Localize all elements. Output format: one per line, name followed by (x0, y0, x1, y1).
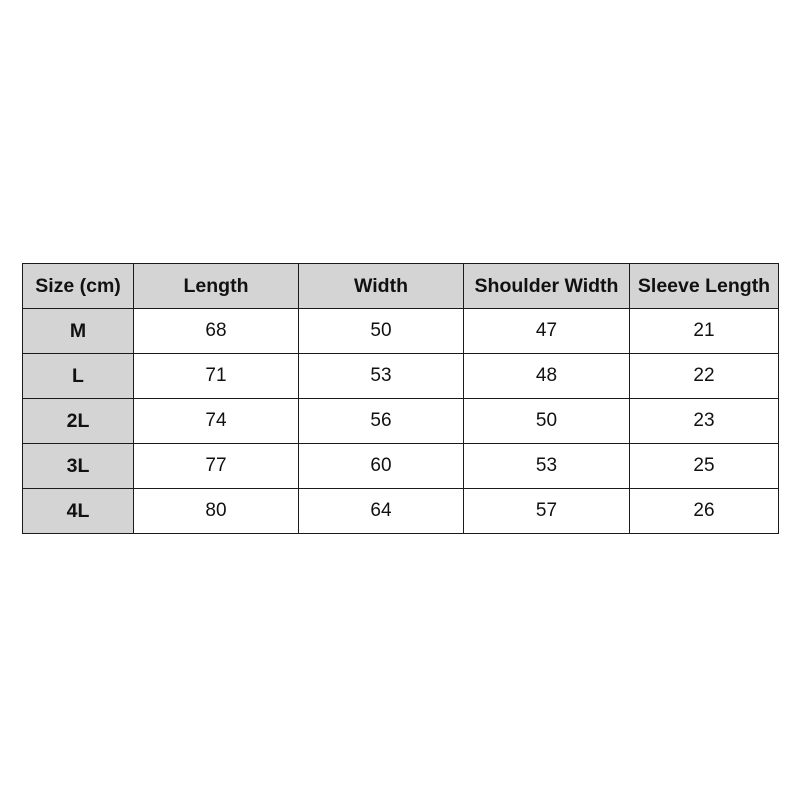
cell-width: 64 (299, 489, 464, 534)
column-header-length: Length (134, 264, 299, 309)
cell-sleeve-length: 23 (630, 399, 779, 444)
table-row (23, 444, 779, 489)
cell-sleeve-length: 25 (630, 444, 779, 489)
cell-sleeve-length: 22 (630, 354, 779, 399)
cell-length: 80 (134, 489, 299, 534)
cell-size: M (23, 309, 134, 354)
size-chart-table (22, 263, 779, 534)
column-header-width: Width (299, 264, 464, 309)
table-body (23, 309, 779, 534)
cell-size: 2L (23, 399, 134, 444)
cell-sleeve-length: 21 (630, 309, 779, 354)
cell-size: 3L (23, 444, 134, 489)
cell-shoulder-width: 48 (464, 354, 630, 399)
cell-length: 77 (134, 444, 299, 489)
column-header-size: Size (cm) (23, 264, 134, 309)
table-row (23, 399, 779, 444)
table-row (23, 309, 779, 354)
column-header-sleeve-length: Sleeve Length (630, 264, 779, 309)
table-header (23, 264, 779, 309)
cell-length: 68 (134, 309, 299, 354)
table-row (23, 354, 779, 399)
cell-length: 74 (134, 399, 299, 444)
cell-shoulder-width: 47 (464, 309, 630, 354)
cell-width: 56 (299, 399, 464, 444)
column-header-shoulder-width: Shoulder Width (464, 264, 630, 309)
cell-sleeve-length: 26 (630, 489, 779, 534)
table-row (23, 489, 779, 534)
cell-shoulder-width: 50 (464, 399, 630, 444)
cell-width: 50 (299, 309, 464, 354)
cell-shoulder-width: 53 (464, 444, 630, 489)
cell-width: 53 (299, 354, 464, 399)
cell-size: L (23, 354, 134, 399)
cell-size: 4L (23, 489, 134, 534)
size-chart-container (22, 263, 778, 534)
cell-length: 71 (134, 354, 299, 399)
cell-width: 60 (299, 444, 464, 489)
table-header-row (23, 264, 779, 309)
cell-shoulder-width: 57 (464, 489, 630, 534)
